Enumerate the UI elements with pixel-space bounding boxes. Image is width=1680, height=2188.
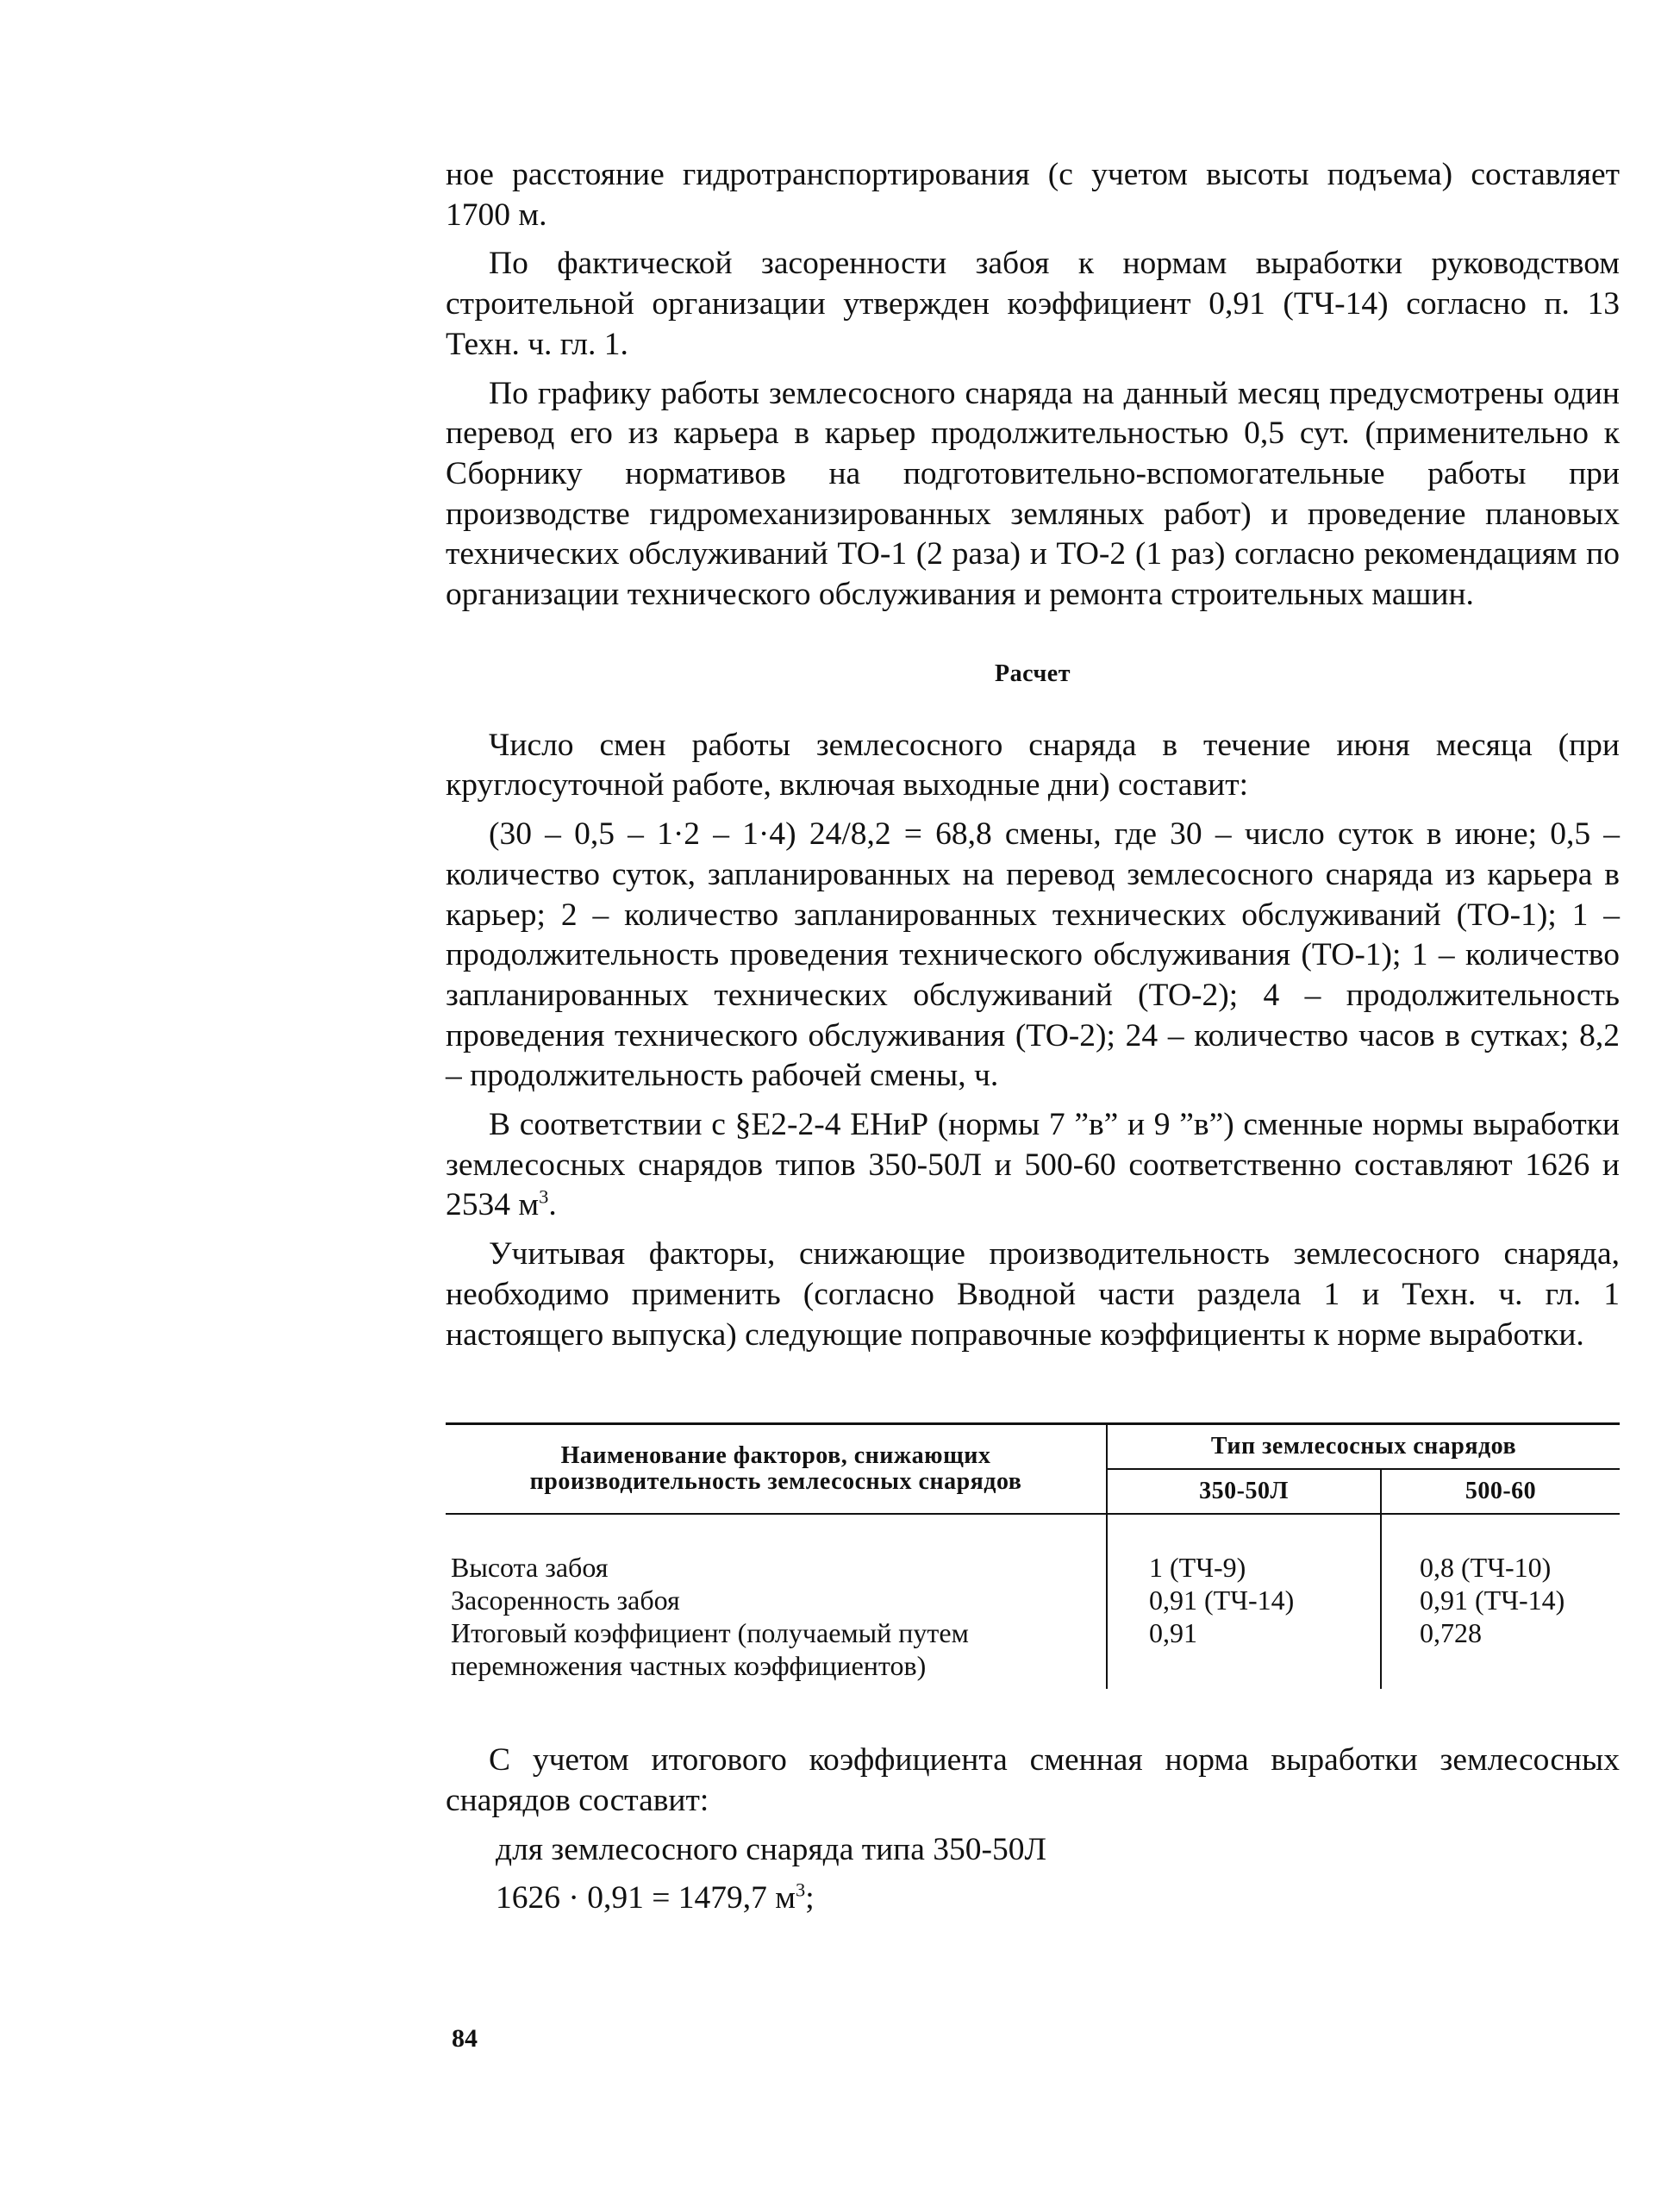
paragraph-distance: ное расстояние гидротранспортирования (с учетом высоты подъема) составляет 1700 м. <box>446 157 1620 233</box>
formula-text: 1626 · 0,91 = 1479,7 м <box>496 1880 796 1916</box>
table-cell-value: 0,728 <box>1381 1616 1620 1689</box>
coefficients-table <box>446 1422 1620 1689</box>
table-cell-factor: Итоговый коэффициент (получаемый путем перемножения частных коэффициентов) <box>451 1617 969 1682</box>
table-cell-value: 1 (ТЧ-9) <box>1107 1551 1381 1584</box>
paragraph-schedule: По графику работы землесосного снаряда на данный месяц предусмотрены один перевод его из карьера в карьер продолжительностью 0,5 сут. (применительно к Сборнику нормативов на подготовительно-вспомогательные работы при производстве гидромеханизированных земляных работ) и проведение плановых технических обслуживаний ТО-1 (2 раза) и ТО-2 (1 раз) согласно рекомендациям по организации технического обслуживания и ремонта строительных машин. <box>446 375 1620 613</box>
table-cell-value: 0,91 <box>1107 1616 1381 1689</box>
table-cell-value: 0,8 (ТЧ-10) <box>1381 1551 1620 1584</box>
paragraph-shift-formula: (30 – 0,5 – 1·2 – 1·4) 24/8,2 = 68,8 смены, где 30 – число суток в июне; 0,5 – количество суток, запланированных на перевод землесосного снаряда из карьера в карьер; 2 – количество запланированных технических обслуживаний (ТО-1); 1 – продолжительность проведения технического обслуживания (ТО-1); 1 – количество запланированных технических обслуживаний (ТО-2); 4 – продолжительность проведения технического обслуживания (ТО-2); 24 – количество часов в сутках; 8,2 – продолжительность рабочей смены, ч. <box>446 816 1620 1094</box>
table-cell-value: 0,91 (ТЧ-14) <box>1381 1584 1620 1616</box>
table-header-350-50l: 350-50Л <box>1107 1469 1381 1514</box>
norms-text: В соответствии с §Е2-2-4 ЕНиР (нормы 7 ”в” и 9 ”в”) сменные нормы выработки землесосных снарядов типов 350-50Л и 500-60 соответственно составляют 1626 и 2534 м <box>446 1107 1620 1223</box>
paragraph-norms <box>446 1105 1620 1226</box>
norms-superscript: 3 <box>539 1185 549 1208</box>
table-row <box>446 1584 1620 1616</box>
table-header-type: Тип землесосных снарядов <box>1107 1424 1620 1470</box>
table-row <box>446 1551 1620 1584</box>
table-header-factors: Наименование факторов, снижающих производительность землесосных снарядов <box>446 1424 1107 1515</box>
final-formula <box>446 1879 1620 1919</box>
paragraph-dredger-type: для землесосного снаряда типа 350-50Л <box>496 1831 1046 1867</box>
formula-end: ; <box>805 1880 815 1916</box>
page-content <box>446 155 1620 1919</box>
table-cell-factor: Засоренность забоя <box>451 1585 680 1616</box>
table-cell-factor: Высота забоя <box>451 1552 609 1584</box>
page-number: 84 <box>452 2024 478 2053</box>
coefficients-table-wrap <box>446 1422 1620 1689</box>
paragraph-factors: Учитывая факторы, снижающие производительность землесосного снаряда, необходимо применить (согласно Вводной части раздела 1 и Техн. ч. гл. 1 настоящего выпуска) следующие поправочные коэффициенты к норме выработки. <box>446 1236 1620 1353</box>
table-cell-value: 0,91 (ТЧ-14) <box>1107 1584 1381 1616</box>
section-heading: Расчет <box>995 660 1071 687</box>
norms-end: . <box>548 1187 557 1223</box>
paragraph-contamination: По фактической засоренности забоя к нормам выработки руководством строительной организации утвержден коэффициент 0,91 (ТЧ-14) согласно п. 13 Техн. ч. гл. 1. <box>446 246 1620 362</box>
paragraph-final-norm: С учетом итогового коэффициента сменная норма выработки землесосных снарядов составит: <box>446 1742 1620 1818</box>
paragraph-shift-count: Число смен работы землесосного снаряда в течение июня месяца (при круглосуточной работе, включая выходные дни) составит: <box>446 727 1620 803</box>
formula-superscript: 3 <box>796 1879 806 1901</box>
table-header-500-60: 500-60 <box>1381 1469 1620 1514</box>
table-row <box>446 1616 1620 1689</box>
